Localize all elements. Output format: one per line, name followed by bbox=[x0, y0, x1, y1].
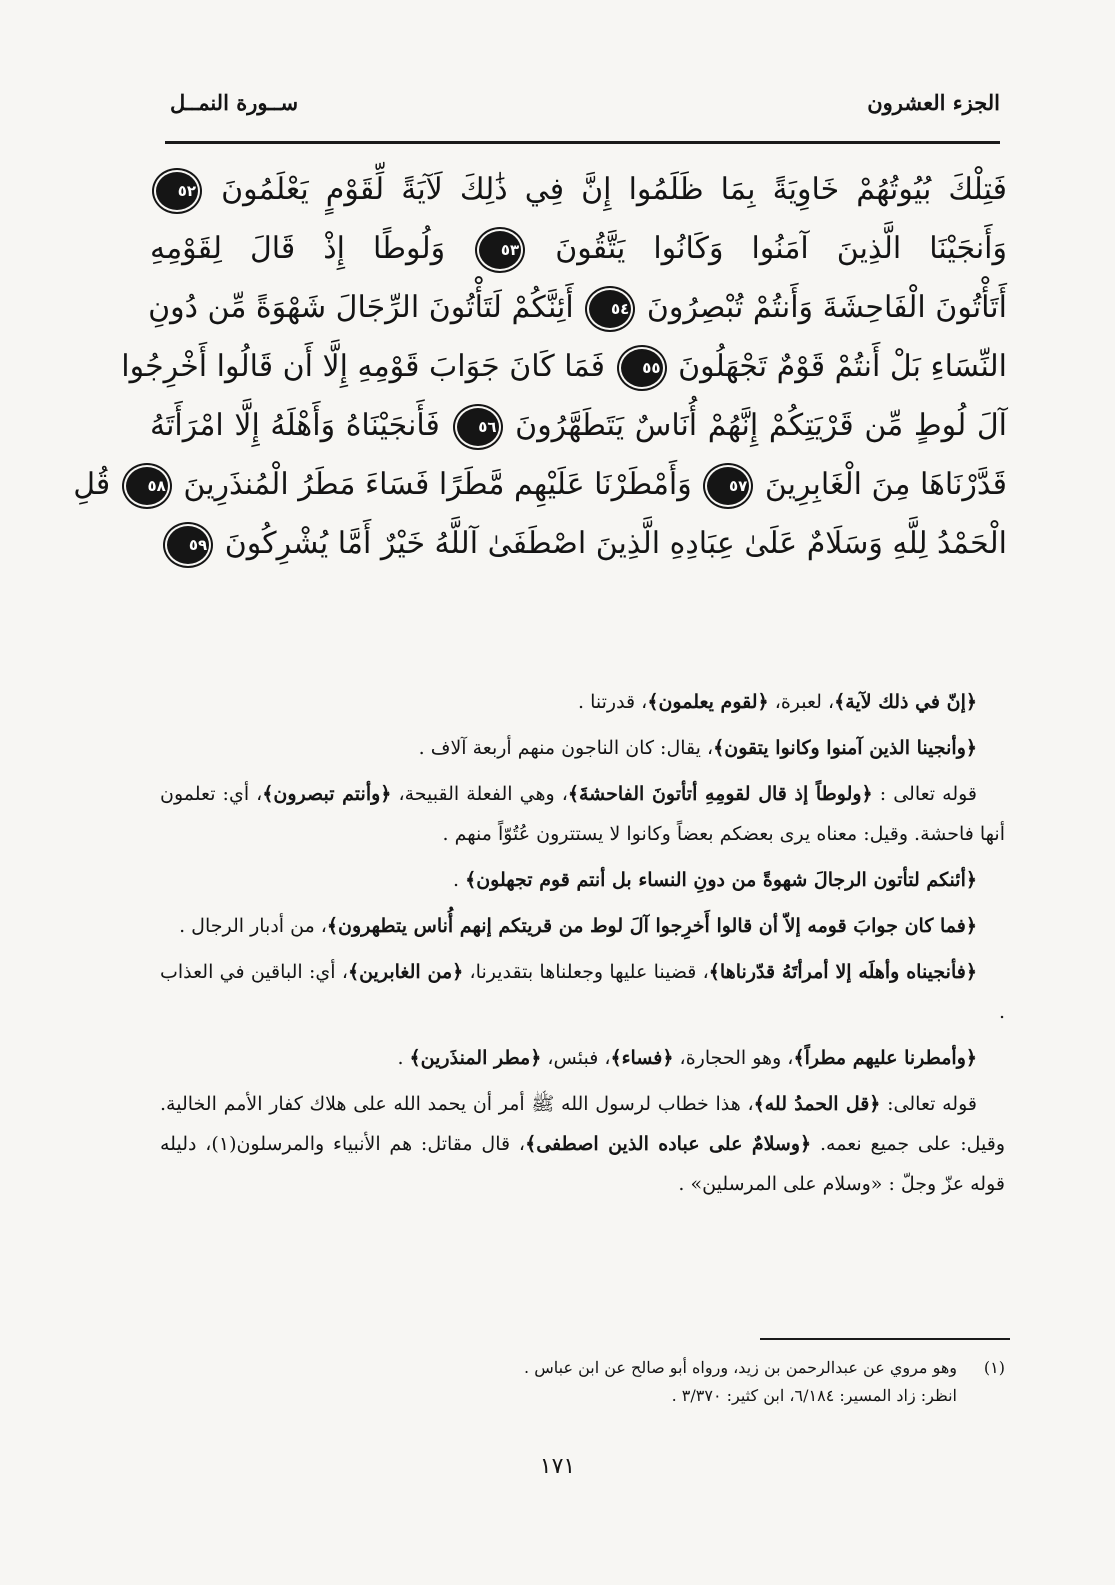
quoted-verse: ﴿وأنتم تبصرون﴾ bbox=[262, 783, 392, 805]
explanation-text: . bbox=[397, 1047, 410, 1069]
verse-text: فَمَا كَانَ جَوَابَ قَوْمِهِ إِلَّا أَن قَالُوا أَخْرِجُوا bbox=[121, 349, 606, 384]
quoted-verse: ﴿فساء﴾ bbox=[610, 1047, 674, 1069]
commentary-paragraph bbox=[160, 952, 1005, 1032]
verse-line bbox=[150, 278, 1007, 337]
verse-text: قَدَّرْنَاهَا مِنَ الْغَابِرِينَ bbox=[764, 467, 1007, 502]
header-divider bbox=[165, 141, 1000, 144]
lead-text: قوله تعالى: bbox=[880, 1093, 977, 1115]
quoted-verse: ﴿ولوطاً إذ قال لقومِهِ أتأتونَ الفاحشةَ﴾ bbox=[567, 783, 873, 805]
quoted-verse: ﴿أئنكم لتأتون الرجالَ شهوةً من دونِ النساء بل أنتم قوم تجهلون﴾ bbox=[465, 869, 977, 891]
quoted-verse: ﴿من الغابرين﴾ bbox=[347, 961, 464, 983]
quoted-verse: ﴿فما كان جوابَ قومه إلاّ أن قالوا أَخرِجوا آلَ لوط من قريتكم إنهم أُناس يتطهرون﴾ bbox=[326, 915, 977, 937]
verse-line bbox=[150, 160, 1007, 219]
verse-text: آلَ لُوطٍ مِّن قَرْيَتِكُمْ إِنَّهُمْ أُنَاسٌ يَتَطَهَّرُونَ bbox=[515, 408, 1007, 443]
quoted-verse: ﴿إنّ في ذلك لآية﴾ bbox=[834, 691, 977, 713]
explanation-text: ، قضينا عليها وجعلناها بتقديرنا، bbox=[463, 961, 709, 983]
verse-text: أَتَأْتُونَ الْفَاحِشَةَ وَأَنتُمْ تُبْصِرُونَ bbox=[646, 290, 1007, 325]
explanation-text: ، قال مقاتل: هم الأنبياء والمرسلون(١)، دليله قوله عزّ وجلّ : «وسلام على المرسلين» . bbox=[160, 1133, 1005, 1195]
commentary-paragraph bbox=[160, 1084, 1005, 1204]
explanation-text: ، وهي الفعلة القبيحة، bbox=[391, 783, 568, 805]
verse-number-marker: ٥٣ bbox=[479, 231, 521, 269]
commentary-paragraph bbox=[160, 906, 1005, 946]
quoted-verse: ﴿وأمطرنا عليهم مطراً﴾ bbox=[793, 1047, 977, 1069]
commentary-paragraph bbox=[160, 860, 1005, 900]
verse-line bbox=[150, 219, 1007, 278]
verse-number-marker: ٥٤ bbox=[589, 290, 631, 328]
verse-number-marker: ٥٦ bbox=[457, 408, 499, 446]
explanation-text: ، من أدبار الرجال . bbox=[179, 915, 327, 937]
explanation-text: ، لعبرة، bbox=[768, 691, 835, 713]
quoted-verse: ﴿فأنجيناه وأهلَه إلا أمرأتَهُ قدّرناها﴾ bbox=[708, 961, 977, 983]
explanation-text: ، أي: تعلمون أنها فاحشة. وقيل: معناه يرى بعضكم بعضاً وكانوا لا يستترون عُتُوّاً منهم . bbox=[160, 783, 1005, 845]
quoted-verse: ﴿لقوم يعلمون﴾ bbox=[647, 691, 769, 713]
verse-number-marker: ٥٩ bbox=[167, 526, 209, 564]
verse-text: فَتِلْكَ بُيُوتُهُمْ خَاوِيَةً بِمَا ظَلَمُوا إِنَّ فِي ذَٰلِكَ لَآيَةً لِّقَوْمٍ يَعْلَمُونَ bbox=[221, 172, 1007, 207]
footnote-divider bbox=[760, 1338, 1010, 1340]
quoted-verse: ﴿وسلامٌ على عباده الذين اصطفى﴾ bbox=[525, 1133, 812, 1155]
explanation-text: ، يقال: كان الناجون منهم أربعة آلاف . bbox=[418, 737, 714, 759]
tafsir-commentary bbox=[160, 682, 1005, 1210]
verse-line bbox=[150, 396, 1007, 455]
verse-number-marker: ٥٧ bbox=[707, 467, 749, 505]
lead-text: قوله تعالى : bbox=[872, 783, 977, 805]
footnotes bbox=[300, 1354, 1005, 1410]
explanation-text: ، أي: الباقين في العذاب . bbox=[160, 961, 1005, 1023]
commentary-paragraph bbox=[160, 774, 1005, 854]
running-header bbox=[160, 82, 1000, 132]
quoted-verse: ﴿وأنجينا الذين آمنوا وكانوا يتقون﴾ bbox=[713, 737, 977, 759]
commentary-paragraph bbox=[160, 1038, 1005, 1078]
explanation-text: ، فبئس، bbox=[541, 1047, 611, 1069]
footnote-text: انظر: زاد المسير: ٦/١٨٤، ابن كثير: ٣/٣٧٠ . bbox=[671, 1386, 957, 1405]
verse-text: وَأَنجَيْنَا الَّذِينَ آمَنُوا وَكَانُوا يَتَّقُونَ bbox=[555, 231, 1007, 266]
verse-text: الْحَمْدُ لِلَّهِ وَسَلَامٌ عَلَىٰ عِبَادِهِ الَّذِينَ اصْطَفَىٰ آللَّهُ خَيْرٌ أَمَّا يُشْرِكُونَ bbox=[224, 526, 1007, 561]
quoted-verse: ﴿مطر المنذَرين﴾ bbox=[409, 1047, 542, 1069]
quran-verses bbox=[73, 160, 1007, 573]
verse-number-marker: ٥٥ bbox=[621, 349, 663, 387]
quoted-verse: ﴿قل الحمدُ لله﴾ bbox=[753, 1093, 881, 1115]
footnote-line bbox=[300, 1382, 1005, 1410]
explanation-text: ، وهو الحجارة، bbox=[673, 1047, 794, 1069]
footnote-line bbox=[300, 1354, 1005, 1382]
commentary-paragraph bbox=[160, 728, 1005, 768]
verse-text: فَأَنجَيْنَاهُ وَأَهْلَهُ إِلَّا امْرَأَتَهُ bbox=[150, 408, 440, 443]
verse-text: وَأَمْطَرْنَا عَلَيْهِم مَّطَرًا فَسَاءَ مَطَرُ الْمُنذَرِينَ bbox=[183, 467, 692, 502]
verse-line bbox=[121, 337, 1007, 396]
explanation-text: ، هذا خطاب لرسول الله ﷺ أمر أن يحمد الله على هلاك كفار الأمم الخالية. وقيل: على جميع نعمه. bbox=[160, 1093, 1005, 1155]
verse-text: قُلِ bbox=[73, 467, 111, 502]
part-title: الجزء العشرون bbox=[867, 90, 1000, 115]
verse-number-marker: ٥٢ bbox=[156, 172, 198, 210]
commentary-paragraph bbox=[160, 682, 1005, 722]
explanation-text: ، قدرتنا . bbox=[578, 691, 648, 713]
verse-line bbox=[150, 514, 1007, 573]
footnote-text: وهو مروي عن عبدالرحمن بن زيد، ورواه أبو صالح عن ابن عباس . bbox=[524, 1358, 957, 1377]
verse-line bbox=[73, 455, 1007, 514]
verse-number-marker: ٥٨ bbox=[126, 467, 168, 505]
surah-title: ســورة النمــل bbox=[170, 90, 299, 115]
verse-text: أَئِنَّكُمْ لَتَأْتُونَ الرِّجَالَ شَهْوَةً مِّن دُونِ bbox=[148, 290, 574, 325]
verse-text: وَلُوطًا إِذْ قَالَ لِقَوْمِهِ bbox=[150, 231, 446, 266]
page-number: ١٧١ bbox=[539, 1454, 576, 1479]
explanation-text: . bbox=[452, 869, 466, 891]
verse-text: النِّسَاءِ بَلْ أَنتُمْ قَوْمٌ تَجْهَلُونَ bbox=[678, 349, 1007, 384]
footnote-number: (١) bbox=[983, 1358, 1005, 1377]
